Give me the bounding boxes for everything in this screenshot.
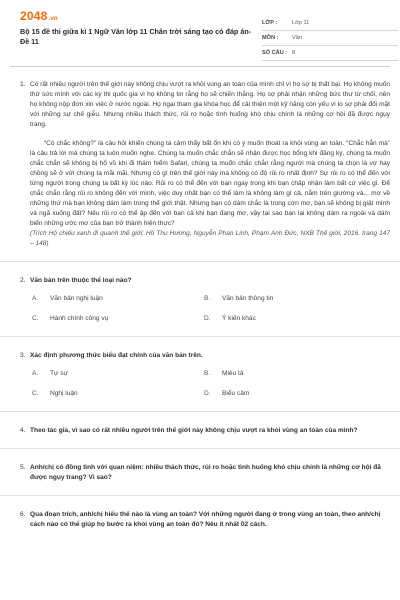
passage-paragraph-2: “Có chắc không?” là câu hỏi khiến chúng ta cảm thấy bất ổn khi có ý muốn thoát ra khỏi vùng an toàn. “Chắc hẳn mà” là câu trả lời mà chúng ta luôn muốn nghe. Chúng ta muốn chắc chắn sẽ nhận được học bổng khi đăng ký, chúng ta muốn chắc chắn sẽ không bị hổ vồ khi đi thám hiểm Safari, chúng ta muốn chắc chắn rằng người mà chúng ta chọn là vợ hay chồng sẽ ở với chúng ta mãi mãi. Nhưng có gì trên thế giới này mà không có độ rủi ro nhất định? Sự rủi ro có thể đến với từng người trong chúng ta bất kỳ lúc nào. Rủi ro có thể đến với bạn ngay trong khi bạn chấp nhận làm bất cứ việc gì. Để chắc chắn rằng rủi ro không đến với mình, việc duy nhất bạn có thể làm là không làm gì cả, nằm trên giường và... mơ về những thứ mà bạn không dám làm trong thế giới thật. Nhưng bạn có dám chắc là trong cơn mơ, bạn sẽ không bị giật mình và ngã xuống đất? Nếu rủi ro có thể ập đến với bạn cả khi bạn đang mơ, vậy tại sao bạn lại không dám ra ngoài và dám biến những ước mơ của bạn trở thành hiện thực? xyxy=(30,140,390,227)
meta-label: MÔN : xyxy=(262,35,279,41)
option-letter: C. xyxy=(32,390,39,397)
meta-value: Lớp 11 xyxy=(292,20,310,26)
option-letter: B. xyxy=(204,295,211,302)
meta-row-class xyxy=(262,16,398,31)
question-text: Qua đoạn trích, anh/chị hiểu thế nào là vùng an toàn? Với những người đang ở trong vùng an toàn, theo anh/chị cách nào có thể giúp họ bước ra khỏi vùng an toàn đó? Nêu ít nhất 02 cách. xyxy=(30,511,381,528)
document-title: Bộ 15 đề thi giữa kì 1 Ngữ Văn lớp 11 Chân trời sáng tạo có đáp án- Đề 11 xyxy=(20,27,252,46)
question-number: 5. xyxy=(20,464,26,471)
option-b[interactable] xyxy=(204,369,384,379)
site-logo[interactable] xyxy=(20,9,58,23)
question-text: Văn bản trên thuộc thể loại nào? xyxy=(30,277,132,284)
header xyxy=(10,0,390,62)
option-text: Ý kiến khác xyxy=(222,315,256,322)
document-meta xyxy=(262,16,398,61)
section-divider xyxy=(0,261,400,262)
option-a[interactable] xyxy=(32,369,204,379)
meta-value: Văn xyxy=(292,35,302,41)
option-text: Biểu cảm xyxy=(222,390,250,397)
option-c[interactable] xyxy=(32,314,204,324)
answer-options xyxy=(30,369,390,399)
answer-options xyxy=(30,294,390,324)
meta-row-question-count xyxy=(262,46,398,61)
question-number: 3. xyxy=(20,352,26,359)
question-5 xyxy=(10,463,390,483)
question-text: Theo tác giả, vì sao có rất nhiều người trên thế giới này không chịu vượt ra khỏi vùng an toàn của mình? xyxy=(30,427,358,434)
option-text: Nghị luận xyxy=(50,390,78,397)
option-text: Văn bản nghị luận xyxy=(50,295,103,302)
option-letter: D. xyxy=(204,390,211,397)
logo-text: 2048 xyxy=(20,9,48,23)
question-4 xyxy=(10,426,390,436)
passage-citation: (Trích Hộ chiếu xanh đi quanh thế giới; Hồ Thu Hương, Nguyễn Phan Linh, Phạm Anh Đức, NXB Thế giới, 2016, trang 147 – 148) xyxy=(30,230,390,247)
option-b[interactable] xyxy=(204,294,384,304)
option-letter: A. xyxy=(32,370,39,377)
document-content xyxy=(10,80,390,530)
option-letter: A. xyxy=(32,295,39,302)
option-c[interactable] xyxy=(32,389,204,399)
reading-passage xyxy=(10,80,390,249)
question-text: Xác định phương thức biểu đạt chính của văn bản trên. xyxy=(30,352,203,359)
option-a[interactable] xyxy=(32,294,204,304)
section-divider xyxy=(0,336,400,337)
section-divider xyxy=(0,448,400,449)
meta-row-subject xyxy=(262,31,398,46)
option-text: Tự sự xyxy=(50,370,68,377)
option-d[interactable] xyxy=(204,389,384,399)
option-letter: D. xyxy=(204,315,211,322)
question-number: 1. xyxy=(20,81,26,88)
question-number: 4. xyxy=(20,427,26,434)
question-6 xyxy=(10,510,390,530)
option-text: Hành chính công vụ xyxy=(50,315,109,322)
option-text: Miêu tả xyxy=(222,370,244,377)
section-divider xyxy=(0,411,400,412)
passage-paragraph-1: Có rất nhiều người trên thế giới này không chịu vượt ra khỏi vùng an toàn của mình chỉ vì họ sợ bị thất bại. Họ không muốn thử sức mình với các kỳ thi quốc gia vì họ không tin rằng họ sẽ chiến thắng. Họ sợ phải nhận những bức thư từ chối, nên họ không nộp đơn xin việc ở nước ngoài. Họ ngại tham gia khóa học để cải thiện một kỹ năng còn yếu vì lo sợ phải đối mặt với những sự chế giễu. Nhưng nhiều thách thức, rủi ro hoặc tình huống khó chịu chính là những cơ hội đã được ngụy trang. xyxy=(30,81,390,128)
question-2 xyxy=(10,276,390,324)
meta-label: LỚP : xyxy=(262,20,278,26)
meta-label: SỐ CÂU : xyxy=(262,50,288,56)
question-text: Anh/chị có đồng tình với quan niệm: nhiều thách thức, rủi ro hoặc tình huống khó chịu chính là những cơ hội đã được ngụy trang? Vì sao? xyxy=(30,464,381,481)
section-divider xyxy=(0,495,400,496)
option-letter: C. xyxy=(32,315,39,322)
header-divider xyxy=(10,66,390,67)
question-number: 6. xyxy=(20,511,26,518)
option-text: Văn bản thông tin xyxy=(222,295,274,302)
question-3 xyxy=(10,351,390,399)
meta-value: 8 xyxy=(292,50,296,56)
question-number: 2. xyxy=(20,277,26,284)
logo-suffix: .vn xyxy=(48,16,58,22)
option-letter: B. xyxy=(204,370,211,377)
option-d[interactable] xyxy=(204,314,384,324)
